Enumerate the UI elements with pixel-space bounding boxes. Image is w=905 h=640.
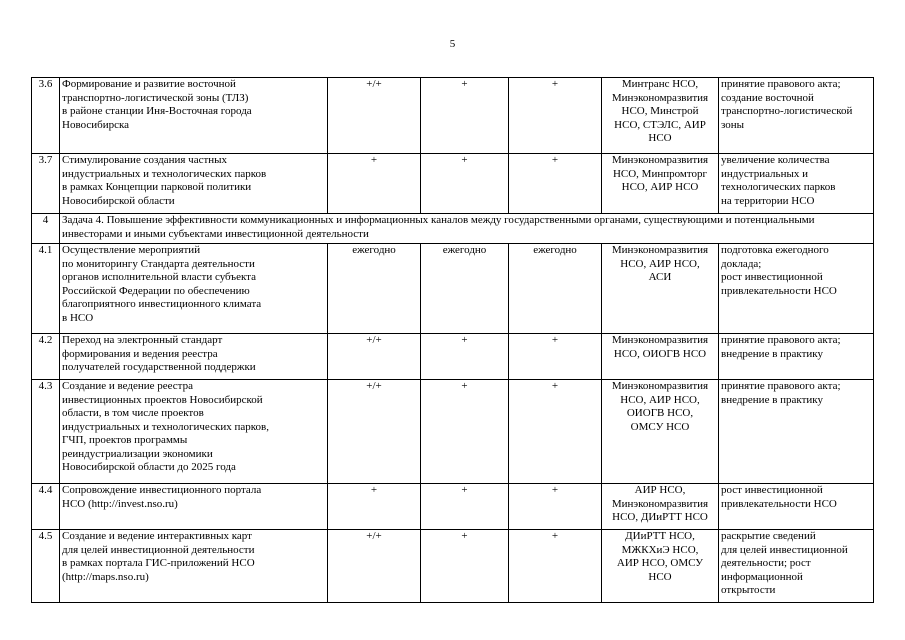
activity-title: Создание и ведение интерактивных карт для целей инвестиционной деятельности в рамках портала ГИС-приложений НСО (http://maps.nso.ru) [60, 530, 328, 603]
expected-result: подготовка ежегодного доклада; рост инвестиционной привлекательности НСО [719, 244, 874, 334]
task-text: Задача 4. Повышение эффективности коммуникационных и информационных каналов между государственными органами, существующими и потенциальными инвесторами и иными субъектами инвестиционной деятельности [60, 214, 874, 244]
executors: Минэкономразвития НСО, АИР НСО, АСИ [611, 244, 709, 283]
period-2-mark: ежегодно [421, 244, 509, 334]
period-1-mark: +/+ [328, 78, 421, 154]
period-2-mark: + [421, 484, 509, 530]
period-3-mark: ежегодно [509, 244, 602, 334]
task-number: 4 [32, 214, 60, 244]
row-number: 4.4 [32, 484, 60, 530]
table-row [32, 154, 874, 214]
expected-result: увеличение количества индустриальных и технологических парков на территории НСО [719, 154, 874, 214]
executors: ДИиРТТ НСО, МЖКХиЭ НСО, АИР НСО, ОМСУ НСО [616, 530, 704, 583]
expected-result: рост инвестиционной привлекательности НСО [719, 484, 874, 530]
table-row [32, 334, 874, 380]
period-1-mark: +/+ [328, 530, 421, 603]
executors: Минэкономразвития НСО, АИР НСО, ОИОГВ НСО, ОМСУ НСО [611, 380, 709, 433]
period-3-mark: + [509, 334, 602, 380]
executors: Минтранс НСО, Минэкономразвития НСО, Минстрой НСО, СТЭЛС, АИР НСО [611, 78, 709, 144]
period-3-mark: + [509, 380, 602, 484]
expected-result: раскрытие сведений для целей инвестиционной деятельности; рост информационной открытости [719, 530, 874, 603]
period-2-mark: + [421, 334, 509, 380]
activity-title: Переход на электронный стандарт формирования и ведения реестра получателей государственной поддержки [60, 334, 328, 380]
executors: Минэкономразвития НСО, ОИОГВ НСО [611, 334, 709, 360]
task-row [32, 214, 874, 244]
row-number: 3.7 [32, 154, 60, 214]
activity-title: Осуществление мероприятий по мониторингу Стандарта деятельности органов исполнительной власти субъекта Российской Федерации по обеспечению благоприятного инвестиционного климата в НСО [60, 244, 328, 334]
period-2-mark: + [421, 380, 509, 484]
row-number: 3.6 [32, 78, 60, 154]
table-row [32, 244, 874, 334]
period-1-mark: +/+ [328, 380, 421, 484]
row-number: 4.2 [32, 334, 60, 380]
expected-result: принятие правового акта; создание восточной транспортно-логистической зоны [719, 78, 874, 154]
period-2-mark: + [421, 530, 509, 603]
period-3-mark: + [509, 78, 602, 154]
table-row [32, 484, 874, 530]
activity-title: Формирование и развитие восточной транспортно-логистической зоны (ТЛЗ) в районе станции Иня-Восточная города Новосибирска [60, 78, 328, 154]
period-1-mark: + [328, 484, 421, 530]
table-row [32, 78, 874, 154]
table-row [32, 380, 874, 484]
period-1-mark: + [328, 154, 421, 214]
period-2-mark: + [421, 78, 509, 154]
activity-title: Стимулирование создания частных индустриальных и технологических парков в рамках Концепции парковой политики Новосибирской области [60, 154, 328, 214]
executors: АИР НСО, Минэкономразвития НСО, ДИиРТТ НСО [611, 484, 709, 523]
row-number: 4.3 [32, 380, 60, 484]
period-1-mark: ежегодно [328, 244, 421, 334]
period-1-mark: +/+ [328, 334, 421, 380]
activities-table [31, 77, 874, 603]
period-3-mark: + [509, 154, 602, 214]
expected-result: принятие правового акта; внедрение в практику [719, 334, 874, 380]
activity-title: Создание и ведение реестра инвестиционных проектов Новосибирской области, в том числе проектов индустриальных и технологических парков, ГЧП, проектов программы реиндустриализации экономики Новосибирской области до 2025 года [60, 380, 328, 484]
executors: Минэкономразвития НСО, Минпромторг НСО, АИР НСО [611, 154, 709, 193]
period-3-mark: + [509, 530, 602, 603]
table-row [32, 530, 874, 603]
page-number: 5 [449, 38, 456, 50]
table-body [32, 78, 874, 603]
row-number: 4.5 [32, 530, 60, 603]
period-2-mark: + [421, 154, 509, 214]
activity-title: Сопровождение инвестиционного портала НСО (http://invest.nso.ru) [60, 484, 328, 530]
expected-result: принятие правового акта; внедрение в практику [719, 380, 874, 484]
period-3-mark: + [509, 484, 602, 530]
row-number: 4.1 [32, 244, 60, 334]
